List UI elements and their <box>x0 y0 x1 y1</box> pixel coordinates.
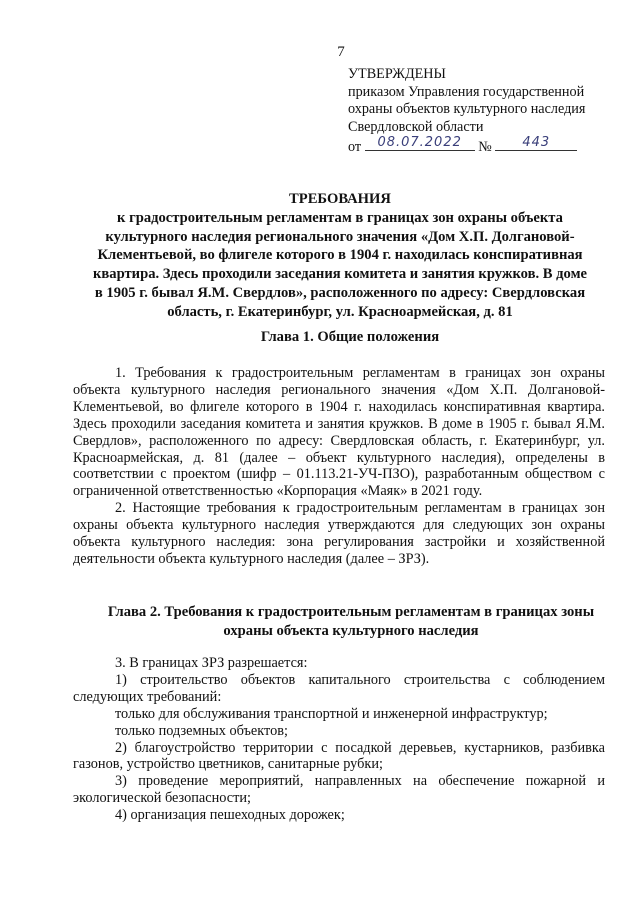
approval-line: охраны объектов культурного наследия <box>348 101 586 118</box>
title-line: к градостроительным регламентам в границах зон охраны объекта <box>117 209 563 226</box>
chapter-2-title-line: Глава 2. Требования к градостроительным регламентам в границах зоны <box>107 604 595 620</box>
paragraph: 2. Настоящие требования к градостроительным регламентам в границах зон охраны объекта культурного наследия утверждаются для следующих зон охраны объекта культурного наследия: зона регулирования застройки и хозяйственной деятельности объекта культурного наследия (далее – ЗРЗ). <box>73 500 605 567</box>
chapter-2-title <box>82 603 620 640</box>
title-heading: ТРЕБОВАНИЯ <box>289 191 391 207</box>
number-field <box>495 136 577 151</box>
list-item: только подземных объектов; <box>115 722 288 739</box>
page-number: 7 <box>337 44 345 60</box>
list-item: 3) проведение мероприятий, направленных на обеспечение пожарной и экологической безопасности; <box>73 773 605 807</box>
chapter-2-body <box>73 655 605 824</box>
handwritten-date: 08.07.2022 <box>377 135 462 151</box>
title-line: область, г. Екатеринбург, ул. Красноармейская, д. 81 <box>167 303 513 320</box>
paragraph: 1. Требования к градостроительным регламентам в границах зон охраны объекта культурного наследия регионального значения «Дом Х.П. Долгановой-Клементьевой, во флигеле которого в 1904 г. находилась конспиративная квартира. Здесь проходили заседания комитета и занятия кружков. В доме в 1905 г. бывал Я.М. Свердлов», расположенного по адресу: Свердловская область, г. Екатеринбург, ул. Красноармейская, д. 81 (далее – объект культурного наследия), определены в соответствии с проектом (шифр – 01.113.21-УЧ-ПЗО), разработанным обществом с ограниченной ответственностью «Корпорация «Маяк» в 2021 году. <box>73 365 605 500</box>
chapter-1-title: Глава 1. Общие положения <box>260 329 440 345</box>
chapter-1-body <box>73 365 605 568</box>
from-label: от <box>348 139 362 156</box>
list-item: только для обслуживания транспортной и инженерной инфраструктур; <box>115 705 548 722</box>
approval-heading: УТВЕРЖДЕНЫ <box>348 66 446 82</box>
list-item: 4) организация пешеходных дорожек; <box>115 807 345 824</box>
document-title <box>80 190 600 322</box>
number-label: № <box>478 139 492 156</box>
list-item: 1) строительство объектов капитального строительства с соблюдением следующих требований: <box>73 671 605 705</box>
approval-line: приказом Управления государственной <box>348 83 585 100</box>
paragraph: 3. В границах ЗРЗ разрешается: <box>115 655 308 671</box>
date-field <box>365 136 475 151</box>
title-line: в 1905 г. бывал Я.М. Свердлов», расположенного по адресу: Свердловская <box>94 284 586 301</box>
approval-stamp <box>348 66 618 157</box>
chapter-2-title-line: охраны объекта культурного наследия <box>223 622 479 639</box>
title-line: Клементьевой, во флигеле которого в 1904 г. находилась конспиративная <box>97 247 583 264</box>
title-line: квартира. Здесь проходили заседания комитета и занятия кружков. В доме <box>93 266 587 283</box>
list-item: 2) благоустройство территории с посадкой деревьев, кустарников, разбивка газонов, устройство цветников, санитарные рубки; <box>73 739 605 773</box>
title-line: культурного наследия регионального значения «Дом Х.П. Долгановой- <box>105 228 575 245</box>
approval-line: Свердловской области <box>348 118 484 135</box>
handwritten-number: 443 <box>522 135 551 151</box>
approval-date-number-line <box>348 136 618 157</box>
